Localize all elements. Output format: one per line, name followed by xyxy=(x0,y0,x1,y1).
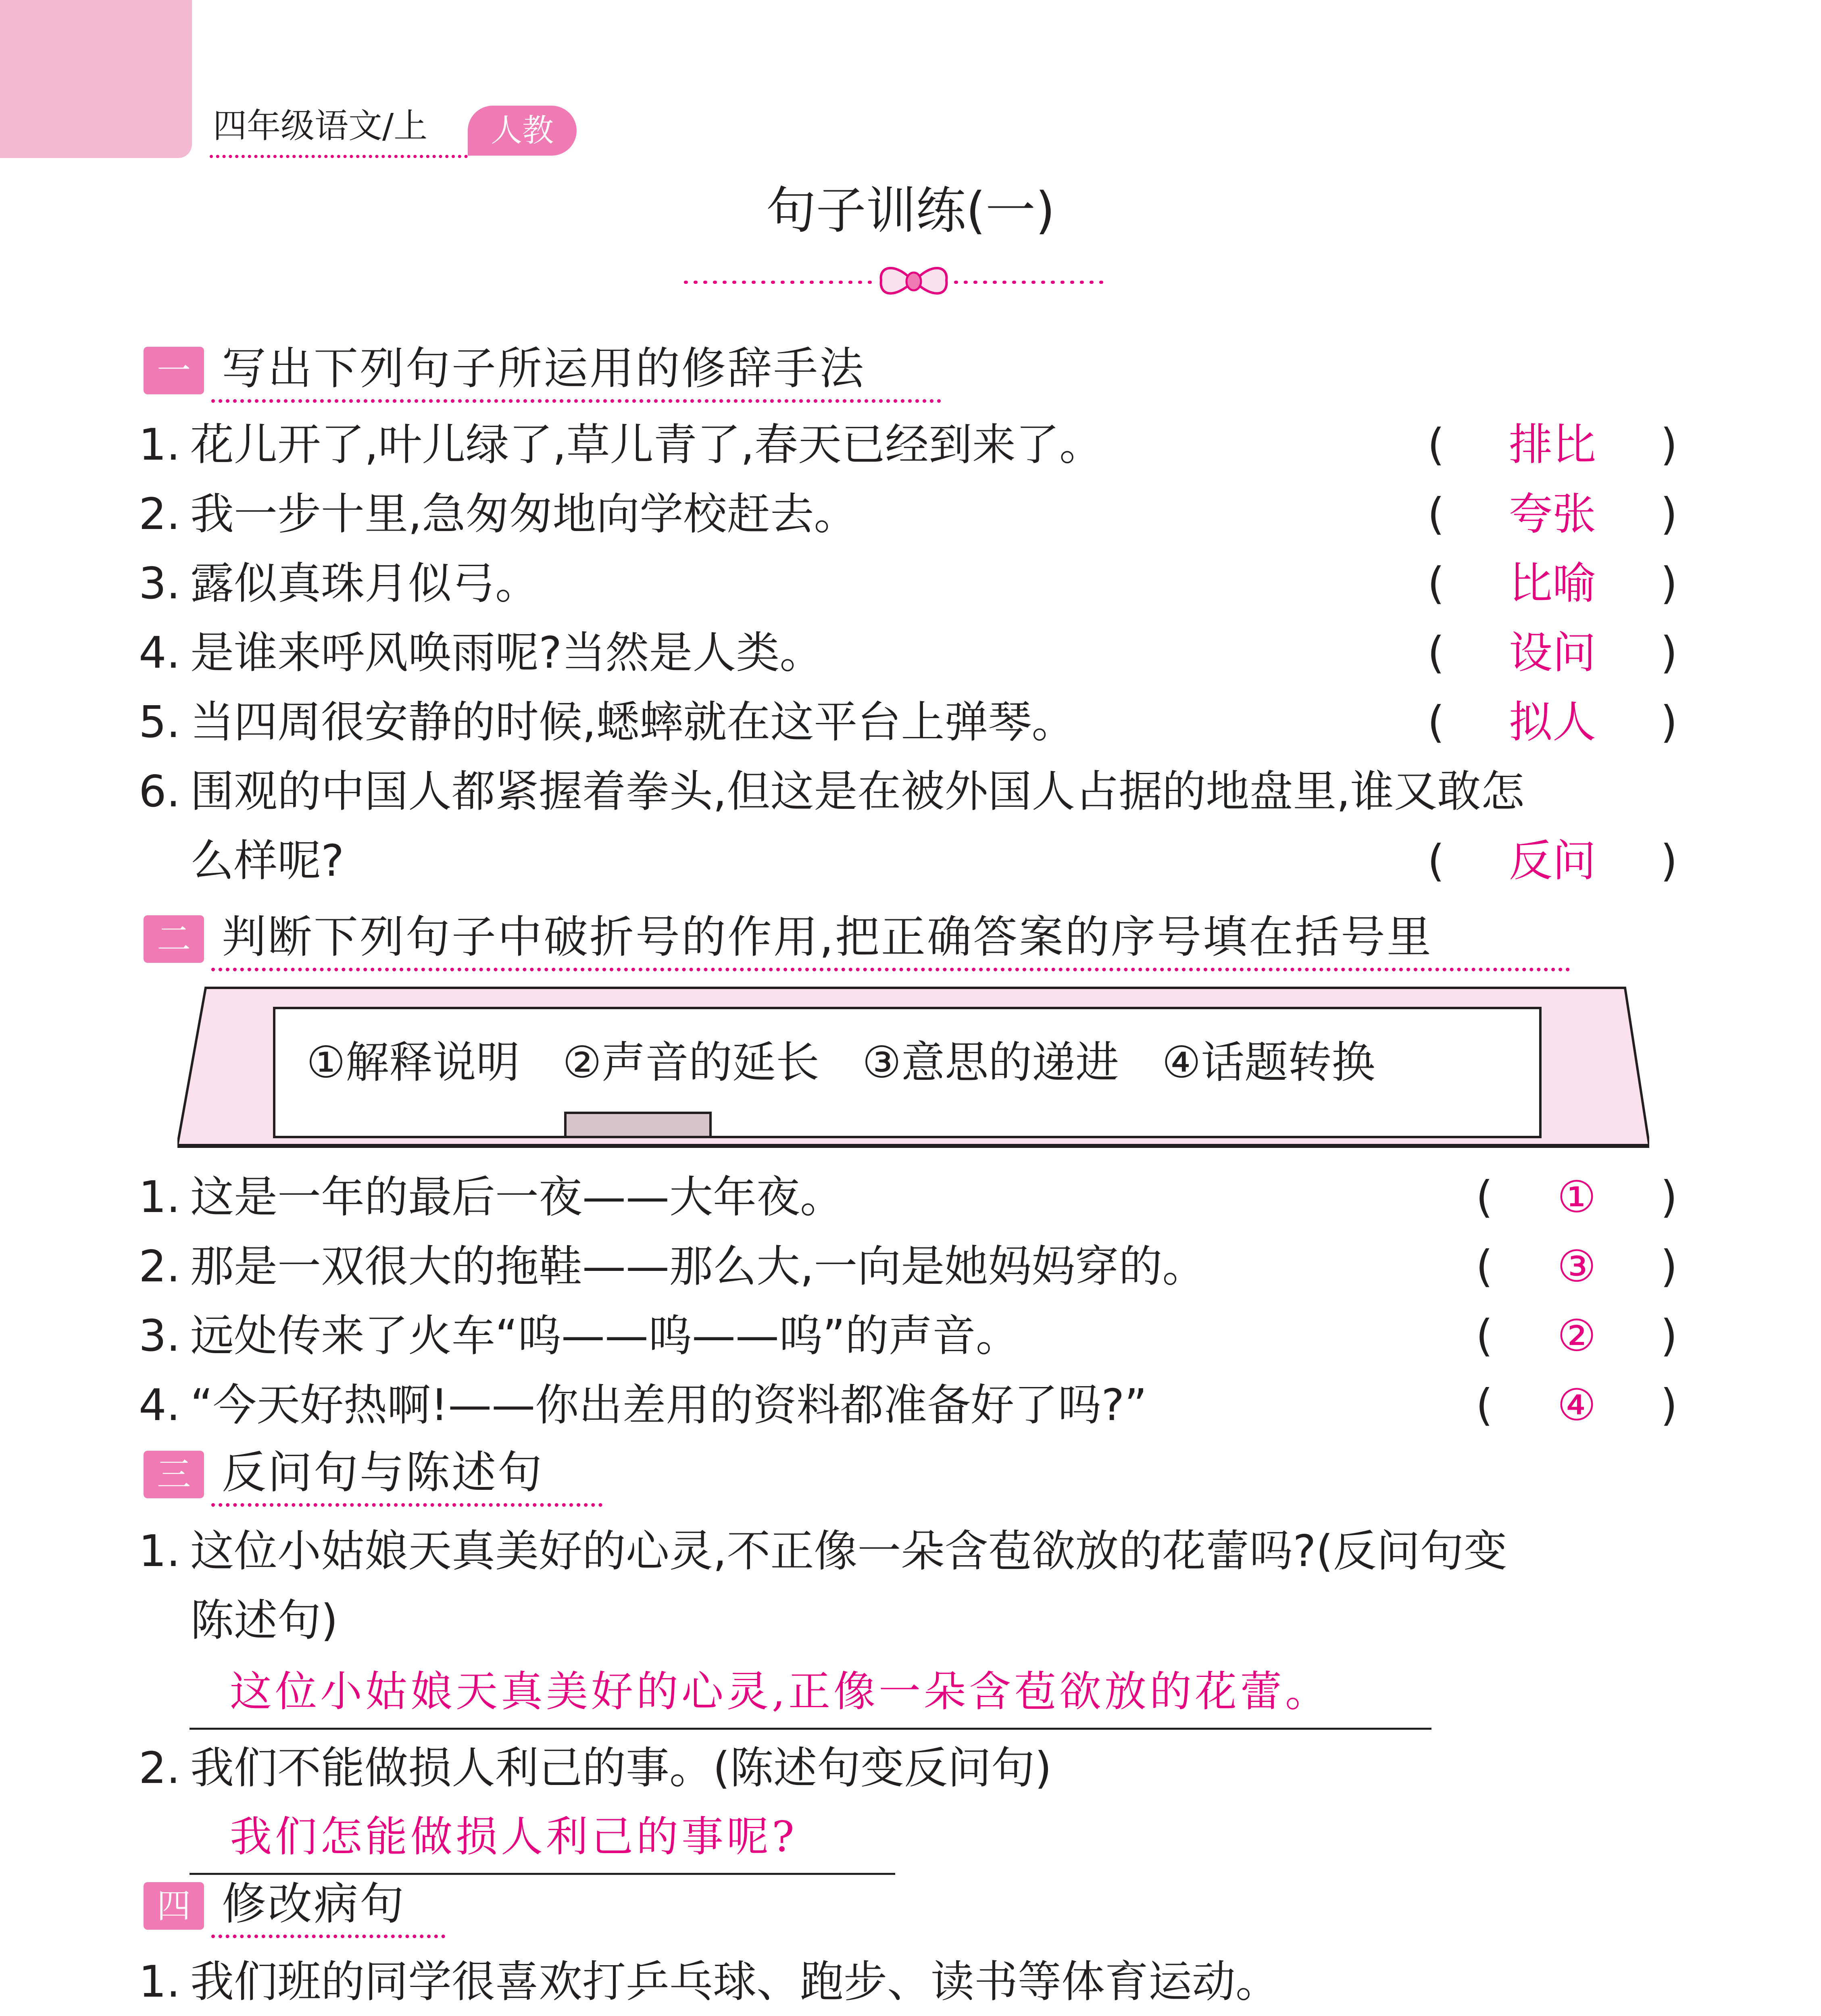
s4-answer-1 xyxy=(190,2012,1290,2016)
s1-answer-4: ( 设问 ) xyxy=(1427,628,1677,678)
s1-question-2: 2. 我一步十里,急匆匆地向学校赶去。 xyxy=(139,489,858,539)
s1-question-4: 4. 是谁来呼风唤雨呢?当然是人类。 xyxy=(139,628,823,678)
section-1-underline xyxy=(211,399,941,403)
s2-question-3: 3. 远处传来了火车“呜——呜——呜”的声音。 xyxy=(139,1311,1019,1361)
s3-question-1: 1. 这位小姑娘天真美好的心灵,不正像一朵含苞欲放的花蕾吗?(反问句变 xyxy=(139,1526,1507,1577)
s2-answer-3: ( ② ) xyxy=(1476,1311,1677,1361)
s1-question-3: 3. 露似真珠月似弓。 xyxy=(139,558,539,609)
bow-divider-icon xyxy=(0,258,1821,302)
s1-answer-3: ( 比喻 ) xyxy=(1427,558,1677,609)
s1-answer-2: ( 夸张 ) xyxy=(1427,489,1677,539)
s1-question-1: 1. 花儿开了,叶儿绿了,草儿青了,春天已经到来了。 xyxy=(139,420,1103,470)
s3-question-1-cont: 陈述句) xyxy=(190,1595,338,1646)
s2-question-2: 2. 那是一双很大的拖鞋——那么大,一向是她妈妈穿的。 xyxy=(139,1241,1206,1292)
section-4-badge: 四 xyxy=(144,1882,204,1930)
dash-function-options: ①解释说明 ②声音的延长 ③意思的递进 ④话题转换 xyxy=(306,1037,1375,1088)
section-2-title: 判断下列句子中破折号的作用,把正确答案的序号填在括号里 xyxy=(222,911,1433,963)
section-3-badge: 三 xyxy=(144,1451,204,1498)
s1-question-6: 6. 围观的中国人都紧握着拳头,但这是在被外国人占据的地盘里,谁又敢怎 xyxy=(139,766,1525,817)
section-3-title: 反问句与陈述句 xyxy=(222,1447,544,1498)
s2-answer-4: ( ④ ) xyxy=(1476,1380,1677,1431)
s1-question-5: 5. 当四周很安静的时候,蟋蟀就在这平台上弹琴。 xyxy=(139,697,1075,748)
section-3-header xyxy=(0,1443,1821,1507)
s2-answer-1: ( ① ) xyxy=(1476,1172,1677,1223)
s1-question-6-cont: 么样呢? xyxy=(190,836,344,886)
edition-badge: 人教 xyxy=(468,106,577,156)
page-title: 句子训练(一) xyxy=(766,182,1055,240)
section-2-badge: 二 xyxy=(144,915,204,963)
section-4-title: 修改病句 xyxy=(222,1878,406,1930)
book-title: 四年级语文/上 xyxy=(213,106,428,146)
s4-question-1: 1. 我们班的同学很喜欢打乒乓球、跑步、读书等体育运动。 xyxy=(139,1957,1279,2007)
section-4-header xyxy=(0,1874,1821,1939)
book-title-underline xyxy=(210,155,468,158)
section-4-underline xyxy=(211,1935,445,1938)
section-2-header xyxy=(0,907,1821,972)
section-1-title: 写出下列句子所运用的修辞手法 xyxy=(222,343,865,394)
section-2-underline xyxy=(211,968,1570,971)
s1-answer-1: ( 排比 ) xyxy=(1427,420,1677,470)
s2-answer-2: ( ③ ) xyxy=(1476,1241,1677,1292)
s1-answer-5: ( 拟人 ) xyxy=(1427,697,1677,748)
s3-question-2: 2. 我们不能做损人利己的事。(陈述句变反问句) xyxy=(139,1743,1052,1793)
s3-answer-1: 这位小姑娘天真美好的心灵,正像一朵含苞欲放的花蕾。 xyxy=(190,1657,1431,1730)
s2-question-4: 4. “今天好热啊!——你出差用的资料都准备好了吗?” xyxy=(139,1380,1147,1431)
s2-question-1: 1. 这是一年的最后一夜——大年夜。 xyxy=(139,1172,844,1223)
s3-answer-2: 我们怎能做损人利己的事呢? xyxy=(190,1802,895,1875)
corner-tab xyxy=(0,0,192,158)
section-1-header xyxy=(0,339,1821,403)
s1-answer-6: ( 反问 ) xyxy=(1427,836,1677,886)
section-1-badge: 一 xyxy=(144,347,204,394)
section-3-underline xyxy=(211,1503,602,1507)
